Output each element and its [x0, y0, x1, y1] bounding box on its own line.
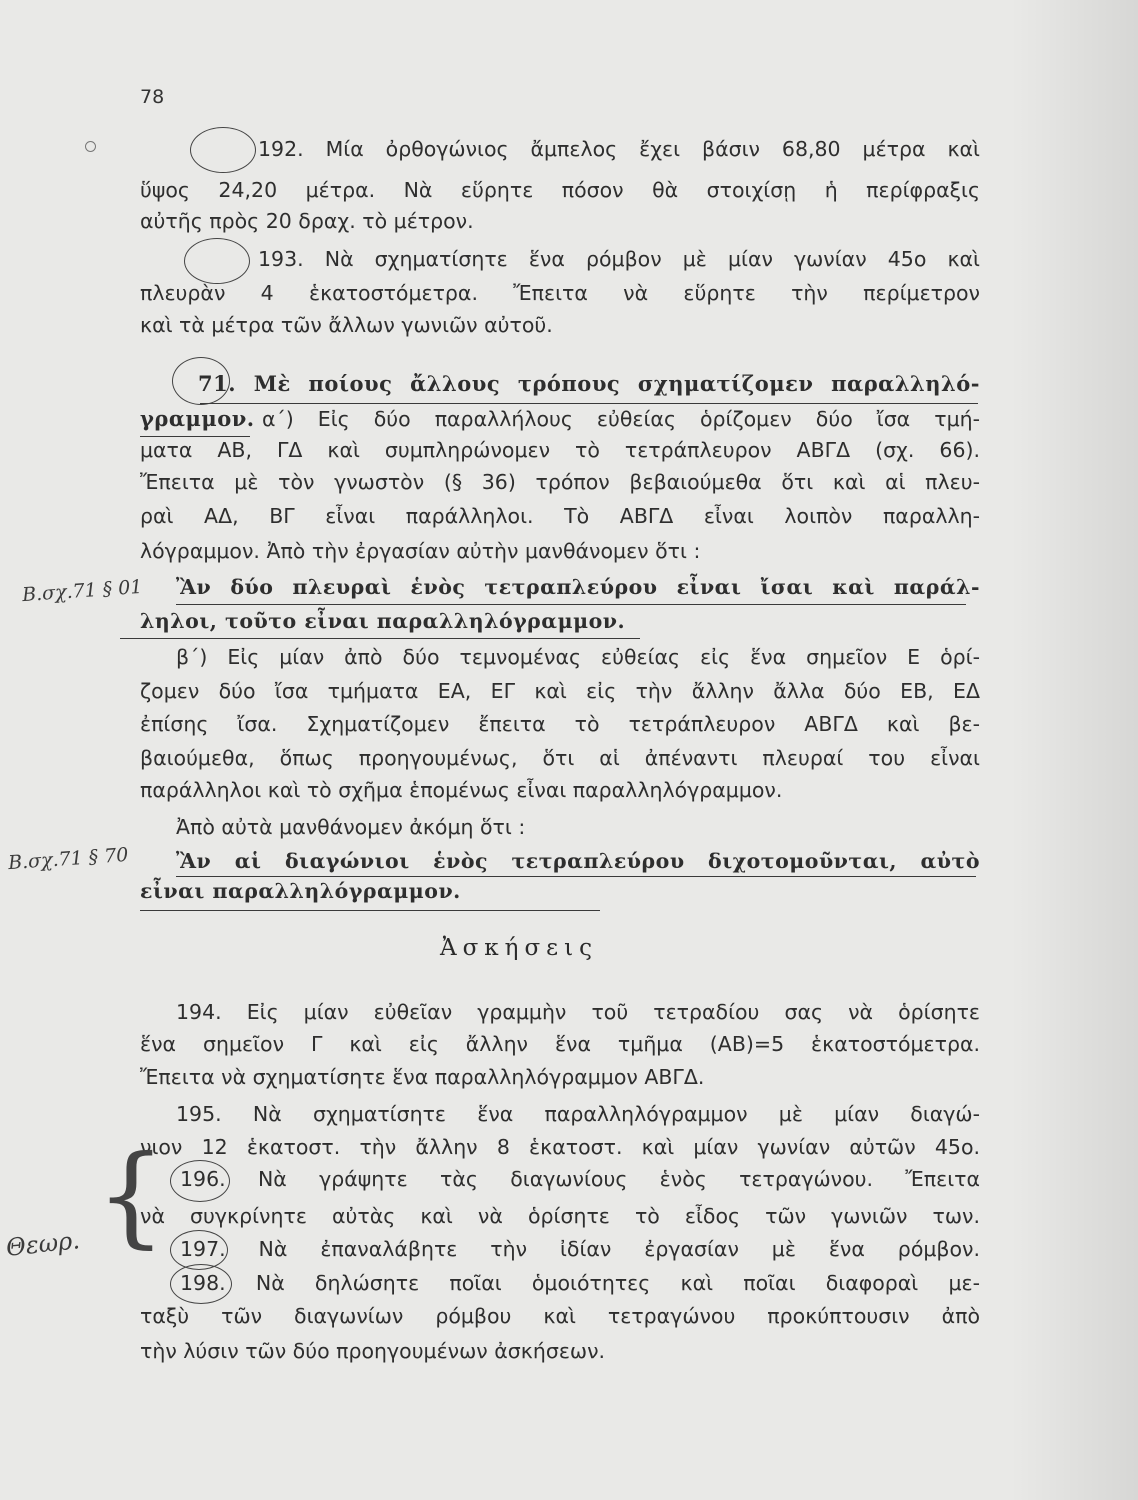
section-71-title-line-1: 71. Μὲ ποίους ἄλλους τρόπους σχηματίζομεν παραλληλό- — [198, 371, 980, 396]
margin-note-reference-1: Β.σχ.71 § 01 — [21, 575, 144, 607]
underline-rule-2-line-2 — [140, 910, 600, 911]
underline-rule-1-line-2 — [120, 638, 640, 639]
page-number: 78 — [140, 86, 165, 108]
circle-mark-193 — [184, 238, 250, 284]
section-71-para-a-line-3: Ἔπειτα μὲ τὸν γνωστὸν (§ 36) τρόπον βεβαιούμεθα ὅτι καὶ αἱ πλευ- — [140, 470, 980, 494]
rule-2-line-2: εἶναι παραλληλόγραμμον. — [140, 879, 461, 903]
exercise-198-line-3: τὴν λύσιν τῶν δύο προηγουμένων ἀσκήσεων. — [140, 1339, 606, 1363]
page-edge-shadow — [1010, 0, 1138, 1500]
exercise-193-line-3: καὶ τὰ μέτρα τῶν ἄλλων γωνιῶν αὐτοῦ. — [140, 313, 553, 337]
exercise-194-line-1: 194. Εἰς μίαν εὐθεῖαν γραμμὴν τοῦ τετραδίου σας νὰ ὁρίσητε — [176, 1000, 980, 1024]
exercise-198-line-2: ταξὺ τῶν διαγωνίων ρόμβου καὶ τετραγώνου προκύπτουσιν ἀπὸ — [140, 1304, 980, 1328]
section-71-para-a-line-1: α΄) Εἰς δύο παραλλήλους εὐθείας ὁρίζομεν δύο ἴσα τμή- — [262, 407, 980, 431]
rule-1-line-1: Ἂν δύο πλευραὶ ἑνὸς τετραπλεύρου εἶναι ἴσαι καὶ παράλ- — [176, 575, 980, 599]
circle-mark-71 — [172, 357, 230, 405]
exercise-198-line-1: 198. Νὰ δηλώσητε ποῖαι ὁμοιότητες καὶ ποῖαι διαφοραὶ με- — [180, 1271, 980, 1295]
exercise-196-line-1: 196. Νὰ γράψητε τὰς διαγωνίους ἑνὸς τετραγώνου. Ἔπειτα — [180, 1167, 980, 1191]
circle-mark-196 — [170, 1160, 230, 1202]
underline-rule-1-line-1 — [176, 604, 966, 605]
rule-2-line-1: Ἂν αἱ διαγώνιοι ἑνὸς τετραπλεύρου διχοτομοῦνται, αὐτὸ — [176, 849, 980, 873]
margin-note-reference-2: Β.σχ.71 § 70 — [7, 843, 130, 875]
exercise-193-line-2: πλευρὰν 4 ἑκατοστόμετρα. Ἔπειτα νὰ εὕρητε τὴν περίμετρον — [140, 281, 980, 305]
exercise-196-line-2: νὰ συγκρίνητε αὐτὰς καὶ νὰ ὁρίσητε τὸ εἶδος τῶν γωνιῶν των. — [140, 1204, 980, 1228]
section-71-title-line-2: γραμμον. — [140, 406, 255, 431]
section-71-para-b-line-6: Ἀπὸ αὐτὰ μανθάνομεν ἀκόμη ὅτι : — [176, 815, 526, 839]
section-71-para-b-line-2: ζομεν δύο ἴσα τμήματα ΕΑ, ΕΓ καὶ εἰς τὴν ἄλλην ἄλλα δύο ΕΒ, ΕΔ — [140, 679, 980, 703]
pencil-dot-mark — [85, 141, 96, 152]
underline-section-71-title-2 — [140, 436, 250, 437]
exercise-197-line-1: 197. Νὰ ἐπαναλάβητε τὴν ἰδίαν ἐργασίαν μὲ ἕνα ρόμβον. — [180, 1237, 980, 1261]
underline-rule-2-line-1 — [176, 876, 976, 877]
exercise-192-line-2: ὕψος 24,20 μέτρα. Νὰ εὕρητε πόσον θὰ στοιχίσῃ ἡ περίφραξις — [140, 178, 980, 202]
section-71-para-a-line-2: ματα ΑΒ, ΓΔ καὶ συμπληρώνομεν τὸ τετράπλευρον ΑΒΓΔ (σχ. 66). — [140, 438, 980, 462]
exercise-194-line-3: Ἔπειτα νὰ σχηματίσητε ἕνα παραλληλόγραμμον ΑΒΓΔ. — [140, 1065, 705, 1089]
section-71-para-b-line-3: ἐπίσης ἴσα. Σχηματίζομεν ἔπειτα τὸ τετράπλευρον ΑΒΓΔ καὶ βε- — [140, 712, 980, 736]
exercise-195-line-1: 195. Νὰ σχηματίσητε ἕνα παραλληλόγραμμον μὲ μίαν διαγώ- — [176, 1102, 980, 1126]
circle-mark-192 — [190, 127, 256, 173]
margin-note-theory: Θεωρ. — [4, 1226, 82, 1262]
exercise-192-line-3: αὐτῆς πρὸς 20 δραχ. τὸ μέτρον. — [140, 209, 474, 233]
rule-1-line-2: ληλοι, τοῦτο εἶναι παραλληλόγραμμον. — [140, 609, 626, 633]
exercise-192-line-1: 192. Μία ὀρθογώνιος ἄμπελος ἔχει βάσιν 68,80 μέτρα καὶ — [258, 137, 980, 161]
exercise-195-line-2: νιον 12 ἑκατοστ. τὴν ἄλλην 8 ἑκατοστ. καὶ μίαν γωνίαν αὐτῶν 45ο. — [140, 1135, 980, 1159]
exercise-193-line-1: 193. Νὰ σχηματίσητε ἕνα ρόμβον μὲ μίαν γωνίαν 45ο καὶ — [258, 247, 980, 271]
exercises-heading: Ἀσκήσεις — [440, 935, 598, 961]
section-71-para-b-line-4: βαιούμεθα, ὅπως προηγουμένως, ὅτι αἱ ἀπέναντι πλευραί του εἶναι — [140, 746, 980, 770]
underline-section-71-title — [200, 403, 978, 404]
exercise-194-line-2: ἕνα σημεῖον Γ καὶ εἰς ἄλλην ἕνα τμῆμα (ΑΒ)=5 ἑκατοστόμετρα. — [140, 1032, 980, 1056]
section-71-para-b-line-5: παράλληλοι καὶ τὸ σχῆμα ἑπομένως εἶναι παραλληλόγραμμον. — [140, 778, 783, 802]
circle-mark-198 — [170, 1264, 232, 1304]
section-71-para-a-line-4: ραὶ ΑΔ, ΒΓ εἶναι παράλληλοι. Τὸ ΑΒΓΔ εἶναι λοιπὸν παραλλη- — [140, 504, 980, 528]
section-71-para-b-line-1: β΄) Εἰς μίαν ἀπὸ δύο τεμνομένας εὐθείας εἰς ἕνα σημεῖον Ε ὁρί- — [176, 645, 980, 669]
margin-brace: { — [96, 1131, 166, 1259]
section-71-para-a-line-5: λόγραμμον. Ἀπὸ τὴν ἐργασίαν αὐτὴν μανθάνομεν ὅτι : — [140, 539, 701, 563]
